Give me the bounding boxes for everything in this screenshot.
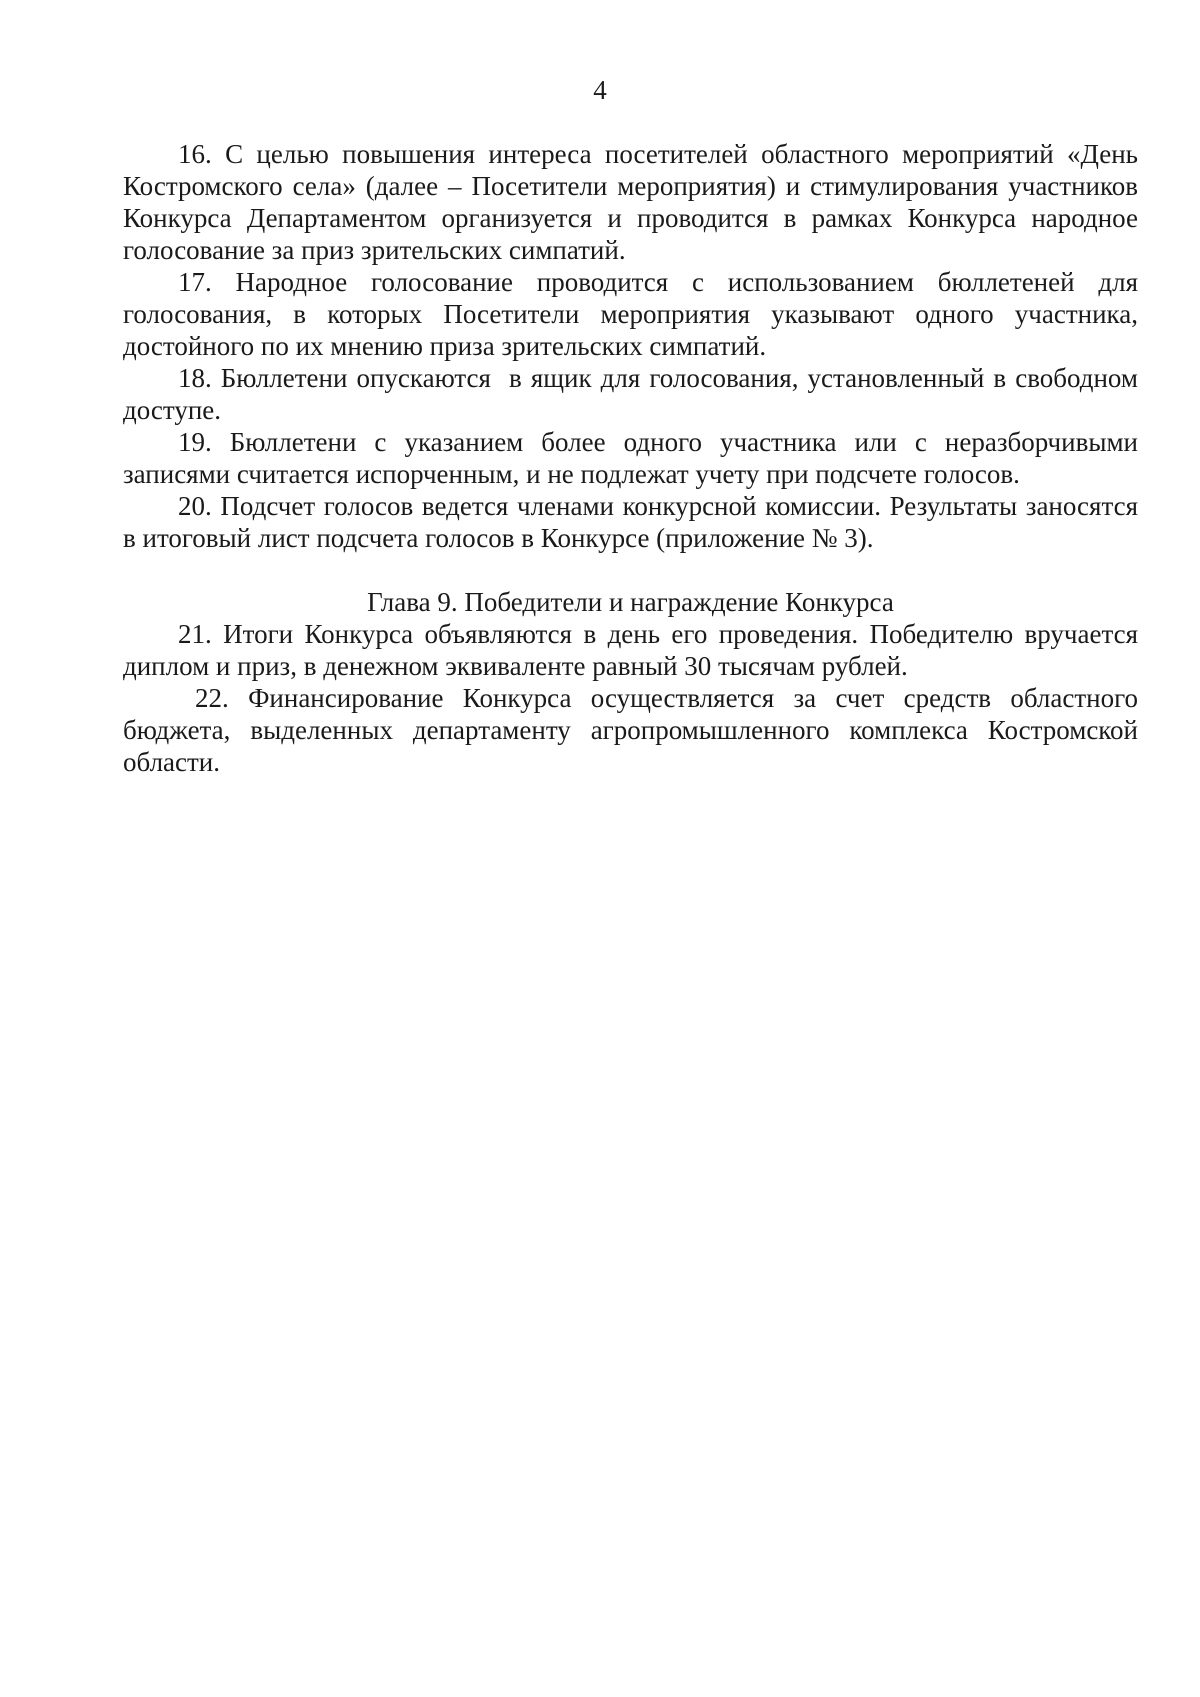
paragraph-17: 17. Народное голосование проводится с использованием бюллетеней для голосования, в которых Посетители мероприятия указывают одного участника, достойного по их мнению приза зрительских симпатий. <box>123 267 1138 361</box>
document-body <box>123 138 1152 778</box>
chapter-heading: Глава 9. Победители и награждение Конкурса <box>367 587 894 617</box>
paragraph-22: 22. Финансирование Конкурса осуществляется за счет средств областного бюджета, выделенных департаменту агропромышленного комплекса Костромской области. <box>123 683 1138 777</box>
paragraph-19: 19. Бюллетени с указанием более одного участника или с неразборчивыми записями считается испорченным, и не подлежат учету при подсчете голосов. <box>123 427 1138 489</box>
paragraph-20: 20. Подсчет голосов ведется членами конкурсной комиссии. Результаты заносятся в итоговый лист подсчета голосов в Конкурсе (приложение № 3). <box>123 491 1138 553</box>
paragraph-21: 21. Итоги Конкурса объявляются в день его проведения. Победителю вручается диплом и приз, в денежном эквиваленте равный 30 тысячам рублей. <box>123 619 1152 681</box>
paragraph-16: 16. С целью повышения интереса посетителей областного мероприятий «День Костромского села» (далее – Посетители мероприятия) и стимулирования участников Конкурса Департаментом организуется и проводится в рамках Конкурса народное голосование за приз зрительских симпатий. <box>123 139 1138 265</box>
paragraph-18: 18. Бюллетени опускаются в ящик для голосования, установленный в свободном доступе. <box>123 363 1145 425</box>
page-number: 4 <box>593 75 607 105</box>
